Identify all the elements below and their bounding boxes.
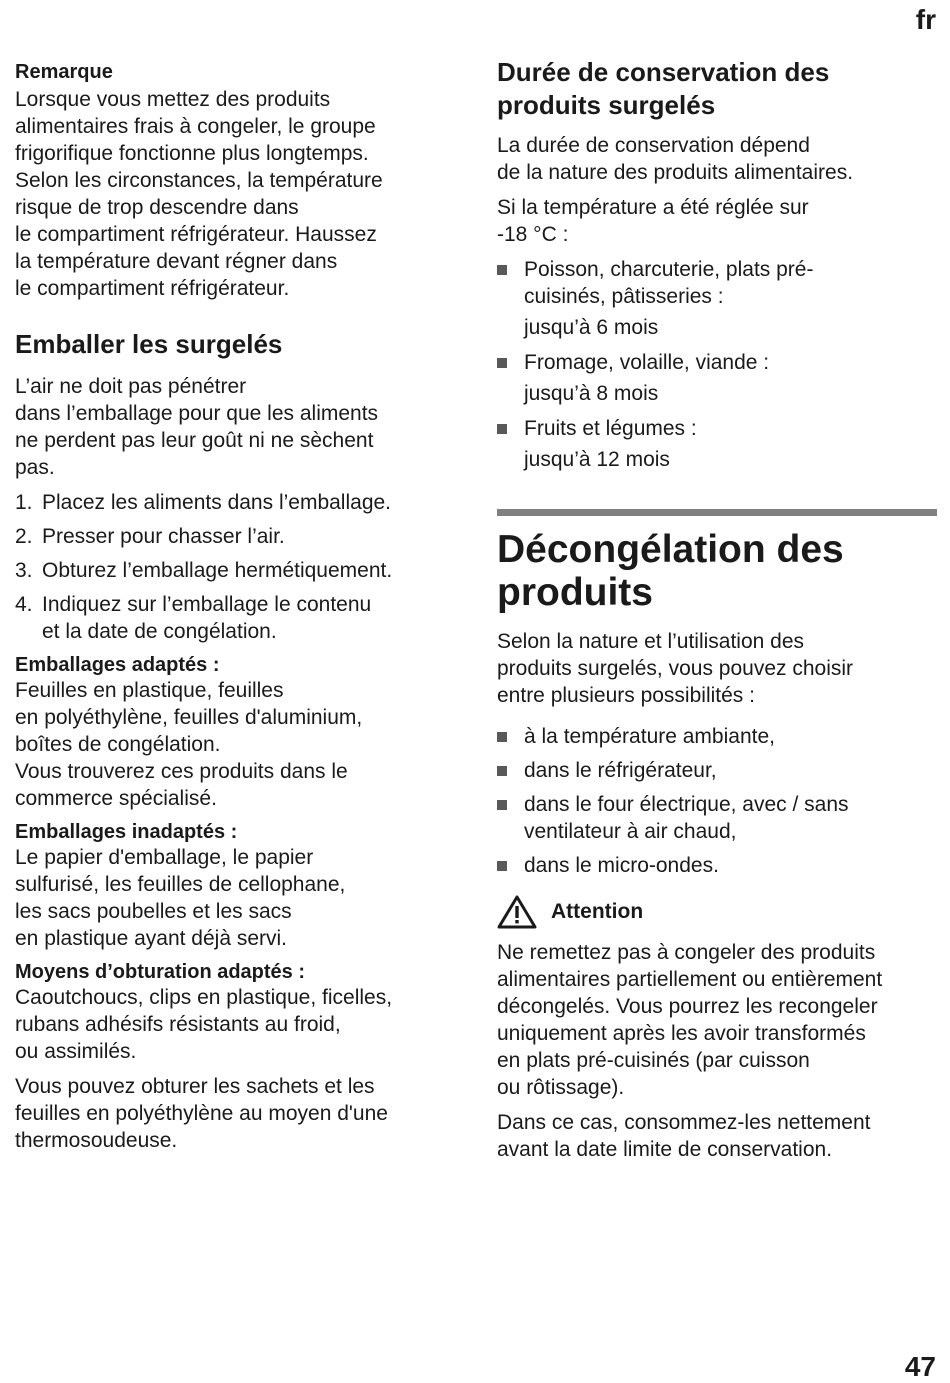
thawing-intro: Selon la nature et l’utilisation des produits surgelés, vous pouvez choisir entre plusieurs possibilités : — [497, 630, 854, 707]
note-title: Remarque — [15, 61, 113, 83]
closing-title: Moyens d’obturation adaptés : — [15, 961, 306, 983]
unsuitable-text: Le papier d'emballage, le papier sulfurisé, les feuilles de cellophane, les sacs poubelles et les sacs en plastique ayant déjà servi. — [15, 846, 346, 950]
storage-duration: jusqu’à 6 mois — [524, 316, 659, 339]
closing-text: Caoutchoucs, clips en plastique, ficelles, rubans adhésifs résistants au froid, ou assimilés. — [15, 986, 393, 1063]
attention-text-2: Dans ce cas, consommez-les nettement avant la date limite de conservation. — [497, 1111, 871, 1161]
bullet-icon — [497, 766, 507, 776]
thawing-heading: Décongélation des produits — [497, 528, 844, 614]
packaging-steps — [15, 489, 455, 645]
packaging-intro: L’air ne doit pas pénétrer dans l’emballage pour que les aliments ne perdent pas leur goût ni ne sèchent pas. — [15, 375, 379, 479]
attention-text: Ne remettez pas à congeler des produits alimentaires partiellement ou entièrement décongelés. Vous pourrez les recongeler uniquement après les avoir transformés en plats pré-cuisinés (par cuisson ou rôtissage). — [497, 941, 883, 1099]
storage-condition: Si la température a été réglée sur -18 °C : — [497, 196, 809, 246]
thawing-options — [497, 723, 937, 879]
thawing-option: dans le four électrique, avec / sans ventilateur à air chaud, — [497, 791, 937, 845]
step-item: 4. Indiquez sur l’emballage le contenu et la date de congélation. — [15, 593, 372, 643]
step-item: 3. Obturez l’emballage hermétiquement. — [15, 559, 393, 582]
attention-label: Attention — [551, 900, 644, 923]
packaging-heading: Emballer les surgelés — [15, 329, 283, 359]
thawing-option: dans le réfrigérateur, — [497, 757, 937, 784]
storage-duration: jusqu’à 8 mois — [524, 382, 659, 405]
storage-intro: La durée de conservation dépend de la nature des produits alimentaires. — [497, 134, 854, 184]
section-divider — [497, 509, 937, 516]
note-text: Lorsque vous mettez des produits alimentaires frais à congeler, le groupe frigorifique fonctionne plus longtemps. Selon les circonstances, la température risque de trop descendre dans le compartiment réfrigérateur. Haussez la température devant régner dans le compartiment réfrigérateur. — [15, 88, 383, 300]
storage-heading: Durée de conservation des produits surgelés — [497, 57, 830, 120]
step-item: 2. Presser pour chasser l’air. — [15, 525, 285, 548]
suitable-text: Feuilles en plastique, feuilles en polyéthylène, feuilles d'aluminium, boîtes de congélation. Vous trouverez ces produits dans le commerce spécialisé. — [15, 679, 363, 810]
thawing-option: dans le micro-ondes. — [497, 852, 937, 879]
step-item: 1. Placez les aliments dans l’emballage. — [15, 491, 392, 514]
suitable-title: Emballages adaptés : — [15, 654, 220, 676]
left-column — [15, 58, 455, 1154]
storage-duration: jusqu’à 12 mois — [524, 448, 670, 471]
unsuitable-title: Emballages inadaptés : — [15, 821, 238, 843]
bullet-icon — [497, 265, 507, 275]
storage-item: Fromage, volaille, viande : — [497, 349, 937, 376]
right-column — [497, 56, 937, 1163]
page-number: 47 — [904, 1351, 936, 1382]
attention-callout — [497, 895, 937, 929]
language-tag: fr — [915, 4, 936, 35]
bullet-icon — [497, 732, 507, 742]
thawing-option: à la température ambiante, — [497, 723, 937, 750]
bullet-icon — [497, 800, 507, 810]
storage-item: Poisson, charcuterie, plats pré- cuisinés, pâtisseries : — [497, 256, 937, 310]
warning-icon — [497, 895, 537, 929]
final-text: Vous pouvez obturer les sachets et les feuilles en polyéthylène au moyen d'une thermosoudeuse. — [15, 1075, 388, 1152]
storage-list — [497, 256, 937, 310]
bullet-icon — [497, 358, 507, 368]
bullet-icon — [497, 861, 507, 871]
bullet-icon — [497, 424, 507, 434]
storage-item: Fruits et légumes : — [497, 415, 937, 442]
